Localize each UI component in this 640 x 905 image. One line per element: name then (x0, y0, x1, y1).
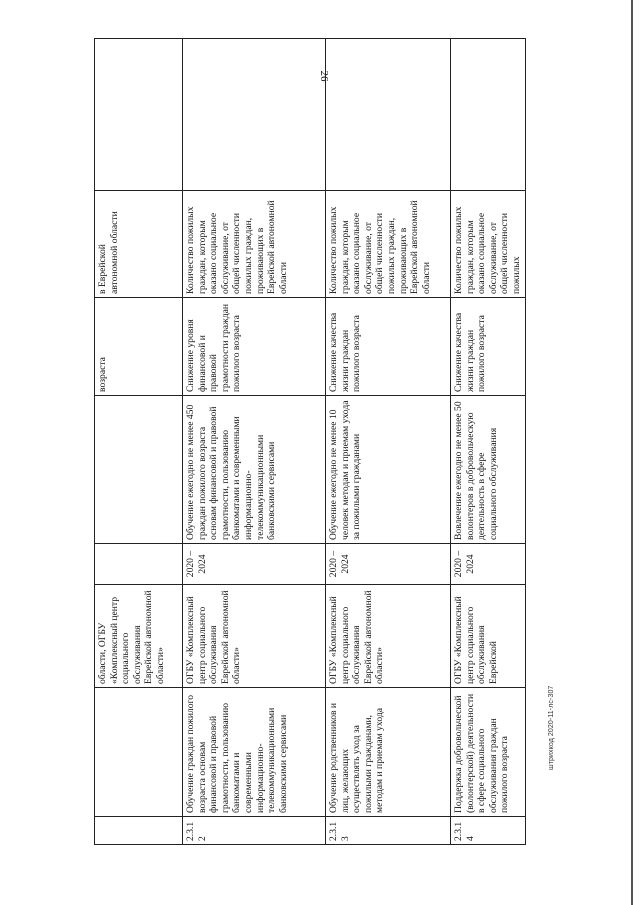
cell-number (95, 817, 183, 845)
cell-number: 2.3.12 (183, 817, 326, 845)
cell-executor: ОГБУ «Комплексный центр социального обслуживания Еврейской автономной области» (183, 585, 326, 688)
cell-non-implementation-effect: Снижение качества жизни граждан пожилого возраста (326, 298, 451, 396)
cell-period: 2020 – 2024 (451, 544, 526, 585)
cell-indicator: Количество пожилых граждан, которым оказано социальное обслуживание, от общей численности пожилых граждан, проживающих в Еврейской автономной области (326, 191, 451, 298)
table-row (183, 39, 326, 845)
cell-indicator: в Еврейской автономной области (95, 191, 183, 298)
cell-blank (95, 39, 183, 191)
cell-indicator: Количество пожилых граждан, которым оказано социальное обслуживание, от общей численности пожилых граждан, проживающих в Еврейской автономной области (183, 191, 326, 298)
cell-period: 2020 – 2024 (183, 544, 326, 585)
cell-blank (451, 39, 526, 191)
table-row (451, 39, 526, 845)
table-row (95, 39, 183, 845)
cell-expected-result: Вовлечение ежегодно не менее 50 волонтеров в добровольческую деятельность в сфере социального обслуживания (451, 396, 526, 544)
cell-period (95, 544, 183, 585)
table-row (326, 39, 451, 845)
rotated-table-container (94, 39, 522, 845)
cell-number: 2.3.14 (451, 817, 526, 845)
cell-non-implementation-effect: Снижение качества жизни граждан пожилого возраста (451, 298, 526, 396)
cell-executor: ОГБУ «Комплексный центр социального обслуживания Еврейской автономной области» (326, 585, 451, 688)
right-edge-rule (631, 0, 633, 905)
cell-measure-name: Обучение родственников и лиц, желающих осуществлять уход за пожилыми гражданами, методам и приемам ухода (326, 688, 451, 817)
cell-measure-name: Поддержка добровольческой (волонтерской) деятельности в сфере социального обслуживания граждан пожилого возраста (451, 688, 526, 817)
cell-non-implementation-effect: Снижение уровня финансовой и правовой грамотности граждан пожилого возраста (183, 298, 326, 396)
document-stamp: штрихкод 2020-11-лс-307 (548, 685, 555, 770)
page-number: 26 (318, 70, 330, 82)
cell-non-implementation-effect: возраста (95, 298, 183, 396)
cell-measure-name: Обучение граждан пожилого возраста основам финансовой и правовой грамотности, пользованию банкоматами и современными информационно-телекоммуникационными банковскими сервисами (183, 688, 326, 817)
cell-indicator: Количество пожилых граждан, которым оказано социальное обслуживание, от общей численности пожилых (451, 191, 526, 298)
cell-measure-name (95, 688, 183, 817)
cell-period: 2020 – 2024 (326, 544, 451, 585)
cell-blank (183, 39, 326, 191)
cell-executor: ОГБУ «Комплексный центр социального обслуживания Еврейской (451, 585, 526, 688)
measures-table (94, 38, 526, 845)
cell-executor: области, ОГБУ «Комплексный центр социального обслуживания Еврейской автономной области» (95, 585, 183, 688)
cell-number: 2.3.13 (326, 817, 451, 845)
cell-expected-result: Обучение ежегодно не менее 450 граждан пожилого возраста основам финансовой и правовой грамотности, пользованию банкоматами и современными информационно-телекоммуникационными банковскими сервисами (183, 396, 326, 544)
cell-expected-result (95, 396, 183, 544)
cell-expected-result: Обучение ежегодно не менее 10 человек методам и приемам ухода за пожилыми гражданами (326, 396, 451, 544)
cell-blank (326, 39, 451, 191)
